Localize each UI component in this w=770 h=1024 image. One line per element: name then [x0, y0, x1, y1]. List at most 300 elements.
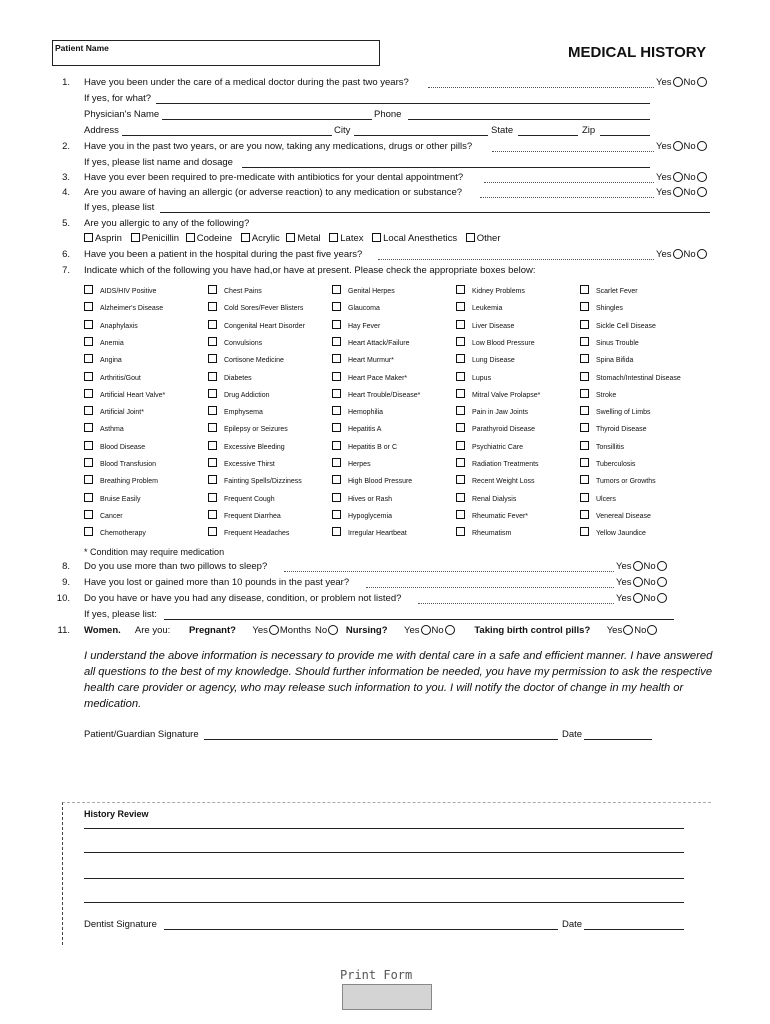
q4-yes-radio[interactable] — [673, 187, 683, 197]
condition-label: Lung Disease — [472, 357, 515, 365]
q3-yes-radio[interactable] — [673, 172, 683, 182]
q2-yes-radio[interactable] — [673, 141, 683, 151]
q4-number: 4. — [62, 187, 70, 198]
allergy-checkbox[interactable] — [286, 233, 295, 242]
condition-item — [332, 441, 397, 453]
condition-checkbox[interactable] — [208, 458, 217, 467]
condition-item — [456, 302, 502, 314]
condition-checkbox[interactable] — [208, 285, 217, 294]
condition-checkbox[interactable] — [456, 302, 465, 311]
condition-checkbox[interactable] — [456, 354, 465, 363]
q10-if-yes-label: If yes, please list: — [84, 609, 157, 620]
condition-label: Sinus Trouble — [596, 339, 639, 347]
condition-checkbox[interactable] — [84, 527, 93, 536]
condition-item — [332, 493, 392, 505]
condition-label: Cold Sores/Fever Blisters — [224, 305, 304, 313]
q10-if-yes-field[interactable] — [164, 619, 674, 620]
condition-item — [208, 458, 275, 470]
q9-yes-no: Yes No — [616, 577, 668, 589]
q3-text: Have you ever been required to pre-medicate with antibiotics for your dental appointment? — [84, 172, 464, 183]
condition-item — [456, 458, 539, 470]
q1-address-field[interactable] — [122, 135, 332, 136]
condition-checkbox[interactable] — [84, 493, 93, 502]
condition-item — [456, 475, 535, 487]
condition-label: Genital Herpes — [348, 288, 395, 295]
condition-item — [84, 354, 122, 366]
nursing-no-radio[interactable] — [445, 625, 455, 635]
condition-checkbox[interactable] — [208, 372, 217, 381]
condition-label: Renal Dialysis — [472, 495, 517, 503]
condition-label: Hay Fever — [348, 322, 381, 330]
condition-checkbox[interactable] — [332, 441, 341, 450]
review-line[interactable] — [84, 902, 684, 903]
condition-checkbox[interactable] — [456, 320, 465, 329]
condition-label: Angina — [100, 357, 122, 365]
condition-item — [456, 510, 528, 522]
condition-label: Cancer — [100, 512, 123, 520]
condition-label: Stroke — [596, 391, 617, 399]
q8-yes-no: Yes No — [616, 561, 668, 573]
condition-item — [456, 441, 523, 453]
q1-state-field[interactable] — [518, 135, 578, 136]
q8-number: 8. — [62, 561, 70, 572]
review-line[interactable] — [84, 852, 684, 853]
condition-label: Sickle Cell Disease — [596, 322, 656, 330]
condition-label: Hemophilia — [348, 409, 384, 417]
condition-checkbox[interactable] — [208, 510, 217, 519]
print-form-button[interactable] — [342, 984, 432, 1010]
condition-item — [332, 389, 420, 401]
condition-checkbox[interactable] — [84, 423, 93, 432]
condition-label: Congenital Heart Disorder — [224, 322, 305, 330]
condition-checkbox[interactable] — [84, 302, 93, 311]
condition-checkbox[interactable] — [332, 493, 341, 502]
review-line[interactable] — [84, 828, 684, 829]
condition-checkbox[interactable] — [456, 458, 465, 467]
q11-number: 11. — [57, 625, 70, 636]
condition-label: Frequent Headaches — [224, 530, 290, 538]
condition-item — [580, 320, 656, 332]
condition-checkbox[interactable] — [84, 285, 93, 294]
condition-label: Blood Disease — [100, 443, 146, 451]
history-review-box — [62, 802, 711, 945]
condition-item — [208, 493, 275, 505]
dentist-signature-field[interactable] — [164, 929, 558, 930]
condition-label: Heart Murmur* — [348, 357, 394, 365]
condition-checkbox[interactable] — [580, 475, 589, 484]
condition-checkbox[interactable] — [84, 510, 93, 519]
q5-text: Are you allergic to any of the following? — [84, 218, 250, 229]
condition-item — [208, 441, 285, 453]
condition-checkbox[interactable] — [208, 354, 217, 363]
q6-no-radio[interactable] — [697, 249, 707, 259]
q11-women-row: Women. Are you: Pregnant? Yes Months No Nursing? Yes No Taking birth control pills? Yes No — [84, 625, 658, 637]
condition-label: Glaucoma — [348, 305, 380, 313]
q6-text: Have you been a patient in the hospital during the past five years? — [84, 249, 363, 260]
condition-checkbox[interactable] — [208, 493, 217, 502]
allergy-checkbox[interactable] — [84, 233, 93, 242]
condition-label: Tonsillitis — [596, 443, 625, 451]
condition-checkbox[interactable] — [580, 337, 589, 346]
condition-checkbox[interactable] — [332, 354, 341, 363]
q2-if-yes-field[interactable] — [242, 167, 650, 168]
condition-checkbox[interactable] — [456, 475, 465, 484]
condition-item — [580, 441, 624, 453]
condition-item — [208, 389, 270, 401]
condition-checkbox[interactable] — [332, 406, 341, 415]
patient-signature-label: Patient/Guardian Signature — [84, 729, 199, 740]
patient-name-box[interactable] — [52, 40, 380, 66]
condition-label: Hepatitis A — [348, 426, 382, 434]
q1-state-label: State — [491, 125, 514, 136]
q8-yes-radio[interactable] — [633, 561, 643, 571]
pregnant-yes-radio[interactable] — [269, 625, 279, 635]
condition-checkbox[interactable] — [332, 510, 341, 519]
birth-control-yes-radio[interactable] — [623, 625, 633, 635]
q3-yes-no: Yes No — [656, 172, 708, 184]
condition-item — [84, 475, 158, 487]
condition-item — [84, 406, 144, 418]
condition-checkbox[interactable] — [580, 493, 589, 502]
condition-item — [332, 510, 392, 522]
condition-item — [456, 372, 491, 384]
condition-item — [84, 527, 146, 539]
condition-item — [208, 527, 289, 539]
condition-checkbox[interactable] — [580, 458, 589, 467]
condition-checkbox[interactable] — [580, 320, 589, 329]
condition-item — [84, 441, 145, 453]
q7-text: Indicate which of the following you have had,or have at present. Please check the appropriate boxes below: — [84, 265, 536, 276]
q3-number: 3. — [62, 172, 70, 183]
condition-label: Lupus — [472, 374, 492, 382]
condition-label: Convulsions — [224, 339, 263, 347]
condition-item — [580, 493, 616, 505]
condition-checkbox[interactable] — [580, 510, 589, 519]
q10-text: Do you have or have you had any disease, condition, or problem not listed? — [84, 593, 402, 604]
condition-label: Low Blood Pressure — [472, 339, 535, 347]
condition-item — [456, 354, 515, 366]
q7-number: 7. — [62, 265, 70, 276]
condition-label: Alzheimer's Disease — [100, 305, 164, 313]
condition-item — [84, 458, 156, 470]
q10-no-radio[interactable] — [657, 593, 667, 603]
condition-label: Chest Pains — [224, 288, 262, 295]
q1-text: Have you been under the care of a medical doctor during the past two years? — [84, 77, 409, 88]
condition-label: Asthma — [100, 426, 124, 434]
condition-checkbox[interactable] — [84, 337, 93, 346]
condition-item — [84, 493, 140, 505]
condition-item — [456, 389, 540, 401]
q1-phone-field[interactable] — [408, 119, 650, 120]
condition-label: Tuberculosis — [596, 461, 636, 468]
condition-item — [84, 285, 156, 297]
condition-item — [332, 285, 395, 297]
condition-label: Arthritis/Gout — [100, 374, 141, 382]
dentist-signature-label: Dentist Signature — [84, 919, 157, 930]
condition-item — [208, 475, 302, 487]
condition-item — [208, 337, 262, 349]
condition-label: Leukemia — [472, 305, 503, 313]
condition-checkbox[interactable] — [208, 320, 217, 329]
condition-label: Diabetes — [224, 374, 252, 382]
birth-control-no-radio[interactable] — [647, 625, 657, 635]
condition-label: Breathing Problem — [100, 478, 158, 486]
allergy-checkbox[interactable] — [241, 233, 250, 242]
condition-checkbox[interactable] — [84, 320, 93, 329]
condition-label: Rheumatic Fever* — [472, 512, 529, 520]
condition-label: Swelling of Limbs — [596, 409, 651, 417]
patient-name-label: Patient Name — [55, 43, 109, 53]
q4-if-yes-label: If yes, please list — [84, 202, 155, 213]
condition-checkbox[interactable] — [332, 372, 341, 381]
q1-yes-radio[interactable] — [673, 77, 683, 87]
condition-checkbox[interactable] — [332, 475, 341, 484]
condition-checkbox[interactable] — [580, 354, 589, 363]
condition-label: Ulcers — [596, 495, 616, 503]
condition-checkbox[interactable] — [332, 458, 341, 467]
q8-no-radio[interactable] — [657, 561, 667, 571]
condition-item — [332, 354, 394, 366]
condition-item — [332, 320, 380, 332]
condition-item — [456, 527, 511, 539]
q5-allergy-options: Asprin Penicillin Codeine Acrylic Metal Latex Local Anesthetics Other — [84, 233, 500, 245]
condition-label: Radiation Treatments — [472, 461, 539, 468]
condition-checkbox[interactable] — [332, 389, 341, 398]
condition-item — [332, 337, 409, 349]
q9-text: Have you lost or gained more than 10 pounds in the past year? — [84, 577, 350, 588]
signature-date-field[interactable] — [584, 739, 652, 740]
q1-number: 1. — [62, 77, 70, 88]
review-date-label: Date — [562, 919, 583, 930]
q1-zip-field[interactable] — [600, 135, 650, 136]
condition-item — [580, 510, 651, 522]
condition-item — [580, 406, 650, 418]
condition-item — [332, 423, 381, 435]
condition-item — [456, 337, 535, 349]
condition-item — [84, 337, 124, 349]
condition-checkbox[interactable] — [456, 423, 465, 432]
condition-item — [208, 406, 263, 418]
condition-item — [84, 389, 165, 401]
condition-item — [580, 458, 635, 470]
condition-item — [580, 337, 639, 349]
condition-checkbox[interactable] — [208, 423, 217, 432]
condition-label: Fainting Spells/Dizziness — [224, 478, 302, 486]
q1-physician-label: Physician's Name — [84, 109, 160, 120]
condition-label: Tumors or Growths — [596, 478, 656, 486]
condition-label: Herpes — [348, 461, 371, 468]
condition-checkbox[interactable] — [84, 406, 93, 415]
condition-checkbox[interactable] — [456, 389, 465, 398]
condition-item — [580, 302, 623, 314]
condition-label: Emphysema — [224, 409, 263, 417]
condition-checkbox[interactable] — [332, 320, 341, 329]
q9-yes-radio[interactable] — [633, 577, 643, 587]
q8-text: Do you use more than two pillows to sleep? — [84, 561, 268, 572]
allergy-checkbox[interactable] — [466, 233, 475, 242]
history-review-title: History Review — [84, 809, 149, 819]
condition-label: Drug Addiction — [224, 391, 270, 399]
condition-checkbox[interactable] — [580, 372, 589, 381]
condition-item — [208, 354, 284, 366]
condition-item — [580, 354, 633, 366]
print-form-label: Print Form — [340, 968, 413, 982]
condition-label: Pain in Jaw Joints — [472, 409, 529, 417]
condition-label: Bruise Easily — [100, 495, 141, 503]
q10-yes-radio[interactable] — [633, 593, 643, 603]
condition-item — [208, 285, 262, 297]
condition-checkbox[interactable] — [332, 423, 341, 432]
condition-label: Anemia — [100, 339, 124, 347]
condition-label: Frequent Cough — [224, 495, 275, 503]
condition-label: Irregular Heartbeat — [348, 530, 407, 538]
condition-checkbox[interactable] — [208, 475, 217, 484]
condition-checkbox[interactable] — [208, 302, 217, 311]
condition-checkbox[interactable] — [332, 285, 341, 294]
condition-label: High Blood Pressure — [348, 478, 413, 486]
q6-number: 6. — [62, 249, 70, 260]
condition-label: Heart Trouble/Disease* — [348, 391, 421, 399]
allergy-checkbox[interactable] — [131, 233, 140, 242]
q1-address-label: Address — [84, 125, 119, 136]
condition-checkbox[interactable] — [208, 406, 217, 415]
condition-checkbox[interactable] — [456, 510, 465, 519]
nursing-yes-radio[interactable] — [421, 625, 431, 635]
condition-checkbox[interactable] — [456, 406, 465, 415]
condition-checkbox[interactable] — [456, 441, 465, 450]
condition-checkbox[interactable] — [208, 389, 217, 398]
condition-item — [580, 423, 647, 435]
condition-label: Hypoglycemia — [348, 512, 392, 520]
review-date-field[interactable] — [584, 929, 684, 930]
condition-label: Artificial Heart Valve* — [100, 391, 166, 399]
condition-checkbox[interactable] — [208, 337, 217, 346]
condition-checkbox[interactable] — [84, 372, 93, 381]
q1-if-yes-field[interactable] — [156, 103, 650, 104]
q4-if-yes-field[interactable] — [160, 212, 710, 213]
condition-label: Shingles — [596, 305, 623, 313]
condition-checkbox[interactable] — [580, 527, 589, 536]
condition-checkbox[interactable] — [456, 372, 465, 381]
condition-label: Parathyroid Disease — [472, 426, 536, 434]
patient-signature-field[interactable] — [204, 739, 558, 740]
q1-yes-no: Yes No — [656, 77, 708, 89]
q4-text: Are you aware of having an allergic (or adverse reaction) to any medication or substance? — [84, 187, 463, 198]
review-line[interactable] — [84, 878, 684, 879]
condition-item — [84, 302, 163, 314]
condition-checkbox[interactable] — [456, 527, 465, 536]
condition-checkbox[interactable] — [208, 527, 217, 536]
q2-text: Have you in the past two years, or are you now, taking any medications, drugs or other pills? — [84, 141, 473, 152]
condition-checkbox[interactable] — [456, 337, 465, 346]
condition-item — [456, 285, 525, 297]
condition-label: Chemotherapy — [100, 530, 146, 538]
q1-zip-label: Zip — [582, 125, 596, 136]
page-title: MEDICAL HISTORY — [568, 44, 707, 61]
condition-item — [332, 458, 371, 470]
q4-yes-no: Yes No — [656, 187, 708, 199]
condition-item — [208, 302, 303, 314]
condition-checkbox[interactable] — [580, 441, 589, 450]
condition-label: Blood Transfusion — [100, 461, 157, 468]
condition-item — [456, 320, 514, 332]
condition-label: Heart Pace Maker* — [348, 374, 408, 382]
condition-item — [84, 320, 138, 332]
q1-city-field[interactable] — [354, 135, 488, 136]
condition-label: Mitral Valve Prolapse* — [472, 391, 541, 399]
q1-no-radio[interactable] — [697, 77, 707, 87]
q2-no-radio[interactable] — [697, 141, 707, 151]
condition-checkbox[interactable] — [332, 302, 341, 311]
q10-yes-no: Yes No — [616, 593, 668, 605]
condition-label: Epilepsy or Seizures — [224, 426, 288, 434]
condition-checkbox[interactable] — [580, 389, 589, 398]
q6-yes-no: Yes No — [656, 249, 708, 261]
condition-item — [208, 510, 281, 522]
q2-number: 2. — [62, 141, 70, 152]
condition-checkbox[interactable] — [580, 423, 589, 432]
condition-item — [332, 302, 380, 314]
pregnant-no-radio[interactable] — [328, 625, 338, 635]
condition-item — [456, 423, 535, 435]
q4-no-radio[interactable] — [697, 187, 707, 197]
condition-checkbox[interactable] — [580, 406, 589, 415]
q3-no-radio[interactable] — [697, 172, 707, 182]
signature-date-label: Date — [562, 729, 583, 740]
condition-checkbox[interactable] — [456, 493, 465, 502]
condition-label: Recent Weight Loss — [472, 478, 535, 486]
q2-yes-no: Yes No — [656, 141, 708, 153]
allergy-checkbox[interactable] — [372, 233, 381, 242]
condition-item — [84, 372, 141, 384]
q6-yes-radio[interactable] — [673, 249, 683, 259]
condition-item — [580, 285, 638, 297]
condition-item — [580, 389, 616, 401]
condition-label: Hives or Rash — [348, 495, 392, 503]
condition-label: Kidney Problems — [472, 288, 525, 295]
condition-item — [84, 510, 123, 522]
condition-checkbox[interactable] — [208, 441, 217, 450]
condition-item — [580, 527, 646, 539]
condition-checkbox[interactable] — [456, 285, 465, 294]
condition-checkbox[interactable] — [580, 302, 589, 311]
allergy-checkbox[interactable] — [186, 233, 195, 242]
condition-checkbox[interactable] — [84, 441, 93, 450]
condition-checkbox[interactable] — [84, 475, 93, 484]
q1-physician-field[interactable] — [162, 119, 372, 120]
condition-label: Frequent Diarrhea — [224, 512, 281, 520]
allergy-checkbox[interactable] — [329, 233, 338, 242]
condition-checkbox[interactable] — [332, 337, 341, 346]
condition-checkbox[interactable] — [84, 458, 93, 467]
condition-item — [208, 320, 305, 332]
q10-number: 10. — [56, 593, 70, 604]
q9-no-radio[interactable] — [657, 577, 667, 587]
q2-if-yes-label: If yes, please list name and dosage — [84, 157, 233, 168]
q1-city-label: City — [334, 125, 351, 136]
condition-label: Scarlet Fever — [596, 288, 638, 295]
condition-label: Excessive Thirst — [224, 461, 275, 468]
condition-label: Stomach/Intestinal Disease — [596, 374, 681, 382]
condition-item — [580, 475, 656, 487]
condition-checkbox[interactable] — [84, 389, 93, 398]
condition-item — [332, 527, 407, 539]
condition-checkbox[interactable] — [580, 285, 589, 294]
condition-checkbox[interactable] — [84, 354, 93, 363]
q1-phone-label: Phone — [374, 109, 402, 120]
condition-checkbox[interactable] — [332, 527, 341, 536]
condition-item — [580, 372, 681, 384]
